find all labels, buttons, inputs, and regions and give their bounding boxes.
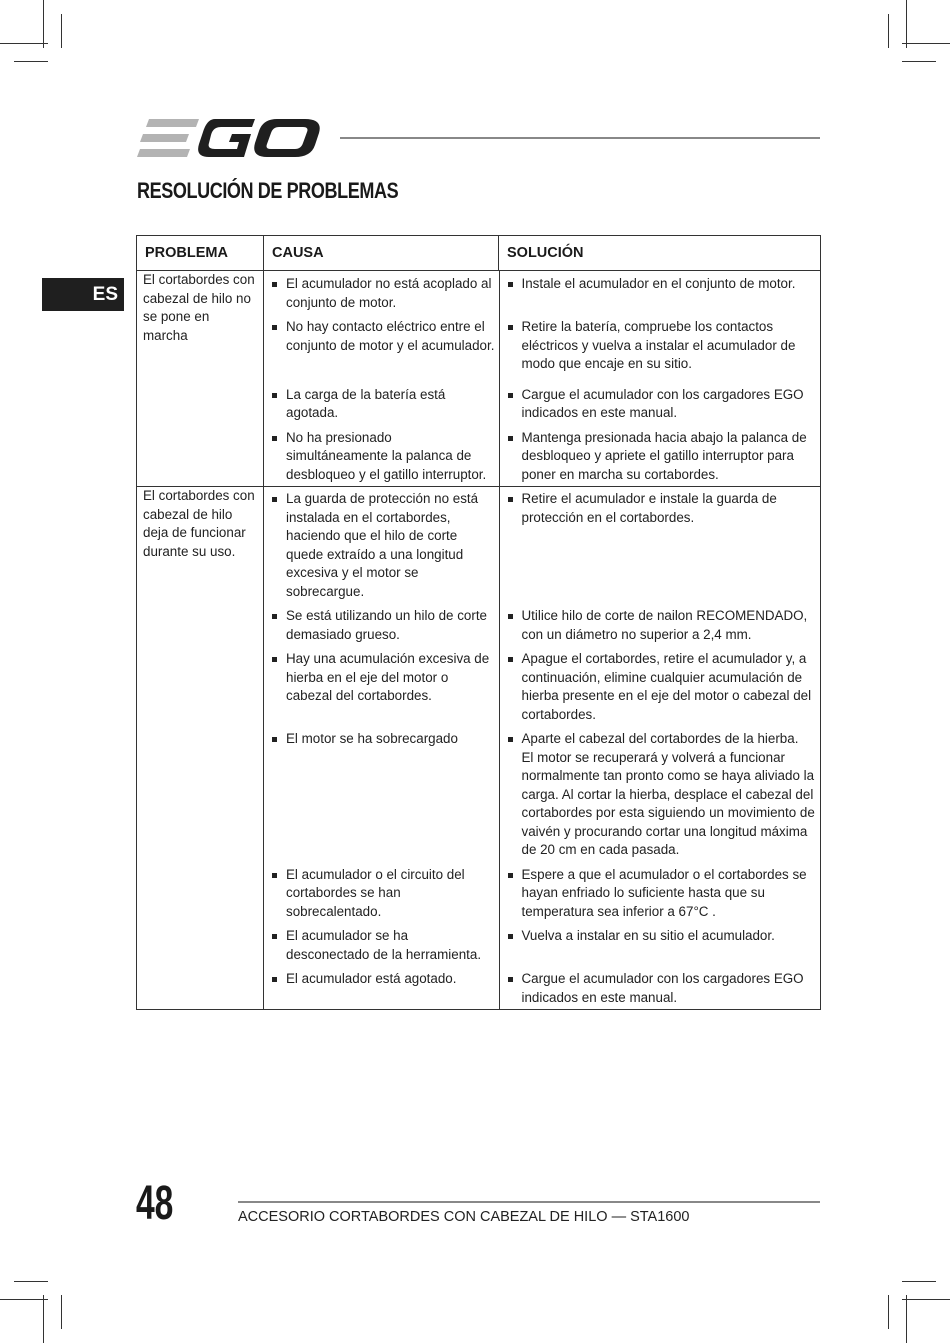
crop-mark: [888, 1295, 889, 1329]
cause-item: El acumulador se ha desconectado de la herramienta.: [264, 927, 499, 964]
problem-cell: El cortabordes con cabezal de hilo deja de funcionar durante su uso.: [137, 487, 264, 1010]
solution-item: Retire la batería, compruebe los contactos eléctricos y vuelva a instalar el acumulador de modo que encaje en su sitio.: [500, 318, 822, 374]
bullet-icon: [272, 934, 277, 939]
list-item: [264, 924, 821, 967]
crop-mark: [902, 1281, 936, 1282]
crop-mark: [14, 61, 48, 62]
header-rule: [340, 137, 820, 139]
cause-item: No ha presionado simultáneamente la palanca de desbloqueo y el gatillo interruptor.: [264, 429, 499, 485]
bullet-icon: [272, 325, 277, 330]
problem-cell: El cortabordes con cabezal de hilo no se pone en marcha: [137, 271, 264, 487]
solution-item: Utilice hilo de corte de nailon RECOMENDADO, con un diámetro no superior a 2,4 mm.: [500, 607, 822, 644]
bullet-icon: [508, 393, 513, 398]
list-item: [264, 487, 821, 604]
bullet-icon: [508, 325, 513, 330]
bullet-icon: [272, 873, 277, 878]
list-item: [264, 315, 821, 383]
header-solution: SOLUCIÓN: [499, 236, 821, 271]
bullet-icon: [272, 393, 277, 398]
header-cause: CAUSA: [264, 236, 499, 271]
crop-mark: [43, 0, 44, 48]
crop-mark: [906, 1295, 907, 1343]
bullet-icon: [508, 934, 513, 939]
list-item: [264, 727, 821, 863]
solution-item: Instale el acumulador en el conjunto de motor.: [500, 275, 822, 294]
list-item: [264, 271, 821, 315]
ego-logo: [137, 117, 321, 159]
solution-item: Cargue el acumulador con los cargadores EGO indicados en este manual.: [500, 386, 822, 423]
list-item: [264, 604, 821, 647]
crop-mark: [0, 1299, 48, 1300]
crop-mark: [906, 0, 907, 48]
header-problem: PROBLEMA: [137, 236, 264, 271]
solution-item: Aparte el cabezal del cortabordes de la hierba. El motor se recuperará y volverá a funcionar normalmente tan pronto como se haya aliviado la carga. Al cortar la hierba, desplace el cabezal del cortabordes por esta siguiendo un movimiento de vaivén y procurando cortar una longitud máxima de 20 cm en cada pasada.: [500, 730, 822, 860]
cause-solution-cell: [264, 487, 821, 1010]
troubleshooting-table: [136, 235, 821, 1010]
bullet-icon: [508, 657, 513, 662]
list-item: [264, 967, 821, 1009]
list-item: [264, 647, 821, 727]
bullet-icon: [508, 873, 513, 878]
cause-item: Se está utilizando un hilo de corte demasiado grueso.: [264, 607, 499, 644]
crop-mark: [0, 43, 48, 44]
page-number: 48: [136, 1177, 174, 1230]
page-title: RESOLUCIÓN DE PROBLEMAS: [137, 178, 399, 203]
bullet-icon: [272, 657, 277, 662]
crop-mark: [14, 1281, 48, 1282]
bullet-icon: [508, 977, 513, 982]
bullet-icon: [272, 977, 277, 982]
table-row: [137, 487, 821, 1010]
bullet-icon: [272, 614, 277, 619]
bullet-icon: [272, 436, 277, 441]
list-item: [264, 383, 821, 426]
table-header-row: [137, 236, 821, 271]
cause-solution-list: [264, 487, 821, 1009]
crop-mark: [61, 14, 62, 48]
bullet-icon: [272, 497, 277, 502]
solution-item: Apague el cortabordes, retire el acumulador y, a continuación, elimine cualquier acumulación de hierba presente en el eje del motor o cabezal del cortabordes.: [500, 650, 822, 724]
bullet-icon: [508, 436, 513, 441]
bullet-icon: [272, 282, 277, 287]
solution-detail: El motor se recuperará y volverá a funcionar normalmente tan pronto como se haya aliviado la carga. Al cortar la hierba, desplace el cabezal del cortabordes por esta siguiendo un movimiento de vaivén y procurando cortar una longitud máxima de 20 cm en cada pasada.: [521, 749, 815, 857]
crop-mark: [902, 61, 936, 62]
list-item: [264, 426, 821, 487]
solution-item: Retire el acumulador e instale la guarda de protección en el cortabordes.: [500, 490, 822, 527]
solution-item: Cargue el acumulador con los cargadores EGO indicados en este manual.: [500, 970, 822, 1007]
crop-mark: [902, 43, 950, 44]
cause-item: El acumulador está agotado.: [264, 970, 499, 989]
cause-item: La guarda de protección no está instalada en el cortabordes, haciendo que el hilo de corte quede extraído a una longitud excesiva y el motor se sobrecargue.: [264, 490, 499, 601]
bullet-icon: [508, 282, 513, 287]
cause-item: La carga de la batería está agotada.: [264, 386, 499, 423]
bullet-icon: [508, 614, 513, 619]
language-tab-label: ES: [92, 283, 118, 305]
cause-solution-list: [264, 271, 821, 486]
bullet-icon: [272, 737, 277, 742]
cause-item: Hay una acumulación excesiva de hierba en el eje del motor o cabezal del cortabordes.: [264, 650, 499, 706]
cause-item: El motor se ha sobrecargado: [264, 730, 499, 749]
cause-item: El acumulador no está acoplado al conjunto de motor.: [264, 275, 499, 312]
crop-mark: [902, 1299, 950, 1300]
cause-item: El acumulador o el circuito del cortabordes se han sobrecalentado.: [264, 866, 499, 922]
cause-solution-cell: [264, 271, 821, 487]
solution-item: Mantenga presionada hacia abajo la palanca de desbloqueo y apriete el gatillo interruptor para poner en marcha su cortabordes.: [500, 429, 822, 485]
bullet-icon: [508, 737, 513, 742]
solution-item: Vuelva a instalar en su sitio el acumulador.: [500, 927, 822, 946]
solution-item: Espere a que el acumulador o el cortabordes se hayan enfriado lo suficiente hasta que su temperatura sea inferior a 67°C .: [500, 866, 822, 922]
language-tab: [42, 278, 124, 311]
list-item: [264, 863, 821, 925]
crop-mark: [888, 14, 889, 48]
cause-item: No hay contacto eléctrico entre el conjunto de motor y el acumulador.: [264, 318, 499, 355]
footer-title: ACCESORIO CORTABORDES CON CABEZAL DE HILO — STA1600: [238, 1209, 690, 1225]
crop-mark: [61, 1295, 62, 1329]
footer-rule: [238, 1201, 820, 1203]
table-row: [137, 271, 821, 487]
crop-mark: [43, 1295, 44, 1343]
bullet-icon: [508, 497, 513, 502]
